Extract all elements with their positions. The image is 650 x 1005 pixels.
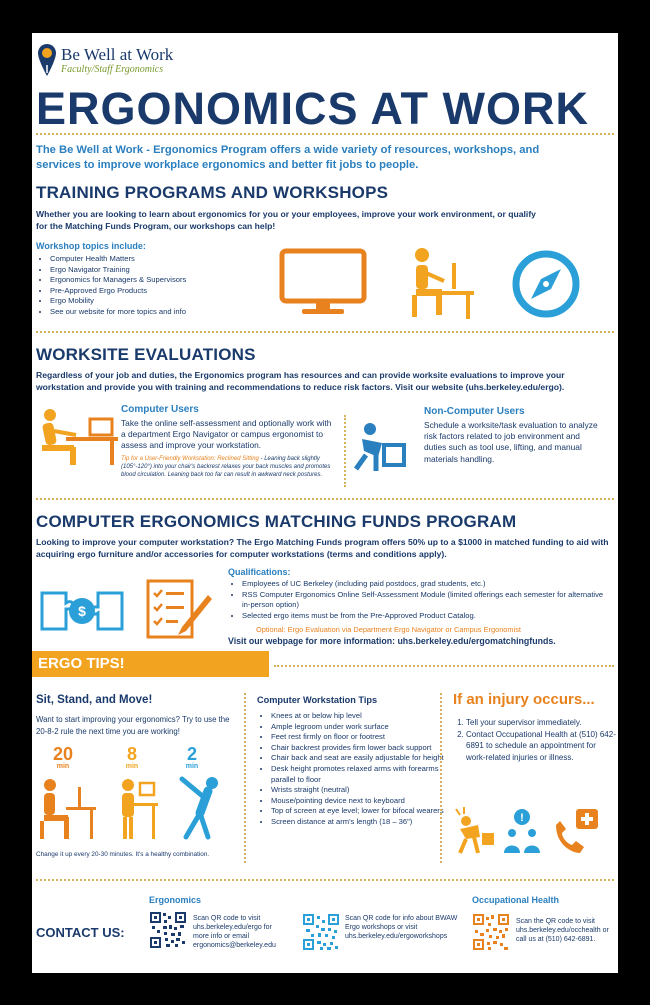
divider <box>36 133 614 135</box>
list-item: • Selected ergo items must be from the Pre-Approved Product Catalog. <box>242 611 612 622</box>
list-item: • Desk height promotes relaxed arms with forearms parallel to floor <box>271 764 446 785</box>
list-item: • Screen distance at arm's length (18 – 36") <box>271 817 446 828</box>
occupational-health-heading: Occupational Health <box>472 895 560 905</box>
phone-medical-icon <box>556 809 598 853</box>
list-item: 2. Contact Occupational Health at (510) 642-6891 to schedule an appointment for work-related injuries or illness. <box>466 729 616 764</box>
people-alert-icon <box>504 809 540 853</box>
list-item: • Top of screen at eye level; lower for bifocal wearers <box>271 806 446 817</box>
qr-code-occhealth-icon[interactable] <box>472 913 510 951</box>
funds-text: Looking to improve your computer workstation? The Ergo Matching Funds program offers 50% up to a $1000 in matched funding to aid with acquiring ergo furniture and/or accessories for computer workstations (terms and conditions apply). <box>36 537 609 559</box>
intro-text: The Be Well at Work - Ergonomics Program offers a wide variety of resources, workshops, and services to improve workplace ergonomics and better fit jobs to people. <box>36 144 540 171</box>
qualifications-heading: Qualifications: <box>228 567 291 577</box>
ergo-tips-banner <box>32 651 269 677</box>
monitor-icon <box>278 247 368 317</box>
funds-visit-link[interactable]: Visit our webpage for more information: uhs.berkeley.edu/ergomatchingfunds. <box>228 636 556 646</box>
workstation-tips-heading: Computer Workstation Tips <box>257 695 378 705</box>
non-computer-users-heading: Non-Computer Users <box>424 406 525 417</box>
poster <box>32 33 618 973</box>
rule-2 <box>180 745 204 770</box>
divider <box>36 331 614 333</box>
list-item: • Ergo Navigator Training <box>50 265 186 276</box>
logo-title: Be Well at Work <box>61 45 174 64</box>
list-item: • Ergonomics for Managers & Supervisors <box>50 275 186 286</box>
list-item: • RSS Computer Ergonomics Online Self-Assessment Module (limited offerings each semester for alternative in-person option) <box>242 590 612 611</box>
lifting-worker-icon <box>352 421 410 477</box>
list-item: • Knees at or below hip level <box>271 711 446 722</box>
rule-8-unit: min <box>125 763 139 770</box>
compass-icon <box>511 249 581 319</box>
training-heading: TRAINING PROGRAMS AND WORKSHOPS <box>36 183 389 202</box>
checklist-icon <box>144 577 214 643</box>
divider <box>244 693 246 863</box>
list-item: • See our website for more topics and info <box>50 307 186 318</box>
divider <box>274 665 614 667</box>
list-item: • Ergo Mobility <box>50 296 186 307</box>
stretching-icon <box>172 773 228 841</box>
funds-heading: COMPUTER ERGONOMICS MATCHING FUNDS PROGRAM <box>36 512 517 531</box>
ergonomics-contact-text: Scan QR code to visit uhs.berkeley.edu/ergo for more info or email ergonomics@berkeley.edu <box>193 915 276 949</box>
standing-icon <box>112 777 158 841</box>
list-item: • Wrists straight (neutral) <box>271 785 446 796</box>
svg-text:!: ! <box>520 812 524 824</box>
worksite-heading: WORKSITE EVALUATIONS <box>36 345 256 364</box>
contact-label: CONTACT US: <box>36 925 125 940</box>
tip-text: - Leaning back slightly (105°-120°) into your chair's backrest relaxes your back muscles and promotes blood circulation. Leaning back too far can result in awkward neck postures. <box>121 456 331 478</box>
rule-20-number: 20 <box>52 744 74 764</box>
divider <box>36 498 614 500</box>
qualifications-list <box>230 579 612 621</box>
main-title: ERGONOMICS AT WORK <box>36 83 589 134</box>
puzzle-money-icon <box>36 581 128 641</box>
list-item: • Computer Health Matters <box>50 254 186 265</box>
rule-2-unit: min <box>185 763 199 770</box>
injured-worker-icon <box>456 807 494 853</box>
rule-20-unit: min <box>56 763 70 770</box>
list-item: • Feet rest firmly on floor or footrest <box>271 732 446 743</box>
ergo-tips-title: ERGO TIPS! <box>38 655 125 672</box>
change-it-up-text: Change it up every 20-30 minutes. It's a healthy combination. <box>36 851 210 858</box>
training-text: Whether you are looking to learn about ergonomics for you or your employees, improve your work environment, or qualify for the Matching Funds Program, our workshops can help! <box>36 209 536 231</box>
non-computer-users-text: Schedule a worksite/task evaluation to analyze risk factors related to job environment and duties such as tool use, lifting, and manual materials handling. <box>424 420 598 464</box>
workstation-tips-list <box>259 711 446 828</box>
injury-steps <box>454 717 616 763</box>
injury-icons <box>452 805 612 855</box>
qr-code-ergo-icon[interactable] <box>149 911 187 949</box>
list-item: • Ample legroom under work surface <box>271 722 446 733</box>
divider <box>36 879 614 881</box>
desk-worker-icon <box>404 245 474 321</box>
list-item: • Chair back and seat are easily adjustable for height <box>271 753 446 764</box>
rule-8-number: 8 <box>126 744 137 764</box>
svg-text:$: $ <box>78 603 86 619</box>
list-item: • Chair backrest provides firm lower back support <box>271 743 446 754</box>
list-item: 1. Tell your supervisor immediately. <box>466 717 616 729</box>
qr-code-workshops-icon[interactable] <box>302 913 340 951</box>
rule-20 <box>40 745 86 770</box>
sit-stand-text: Want to start improving your ergonomics? Try to use the 20-8-2 rule the next time you are working! <box>36 715 230 736</box>
list-item: • Mouse/pointing device next to keyboard <box>271 796 446 807</box>
topics-heading: Workshop topics include: <box>36 241 146 251</box>
optional-evaluation: Optional: Ergo Evaluation via Department Ergo Navigator or Campus Ergonomist <box>256 625 521 634</box>
computer-users-text: Take the online self-assessment and optionally work with a department Ergo Navigator or campus ergonomist to assess and improve your workstation. <box>121 418 332 451</box>
tip-label: Tip for a User-Friendly Workstation: Reclined Sitting <box>121 456 259 462</box>
sit-stand-heading: Sit, Stand, and Move! <box>36 694 153 706</box>
list-item: • Employees of UC Berkeley (including paid postdocs, grad students, etc.) <box>242 579 612 590</box>
ergonomics-contact-heading: Ergonomics <box>149 895 202 905</box>
pin-logo-icon <box>37 43 57 77</box>
rule-2-number: 2 <box>186 744 197 764</box>
worksite-text: Regardless of your job and duties, the Ergonomics program has resources and can provide worksite evaluations to improve your workstation and provide you with training and recommendations to reduce risk factors. Visit our website (uhs.berkeley.edu/ergo). <box>36 370 565 392</box>
divider <box>344 415 346 487</box>
logo-subtitle: Faculty/Staff Ergonomics <box>61 64 164 75</box>
workshops-contact-text: Scan QR code for info about BWAW Ergo workshops or visit uhs.berkeley.edu/ergoworkshops <box>345 915 458 940</box>
reclined-tip <box>121 455 335 479</box>
rule-8 <box>120 745 144 770</box>
computer-users-heading: Computer Users <box>121 404 199 415</box>
occupational-health-text: Scan the QR code to visit uhs.berkeley.edu/occhealth or call us at (510) 642-6891. <box>516 918 609 943</box>
list-item: • Pre-Approved Ergo Products <box>50 286 186 297</box>
topics-list <box>38 254 186 318</box>
computer-user-icon <box>36 407 118 467</box>
injury-heading: If an injury occurs... <box>453 691 595 708</box>
divider <box>440 693 442 863</box>
sitting-icon <box>36 777 96 841</box>
